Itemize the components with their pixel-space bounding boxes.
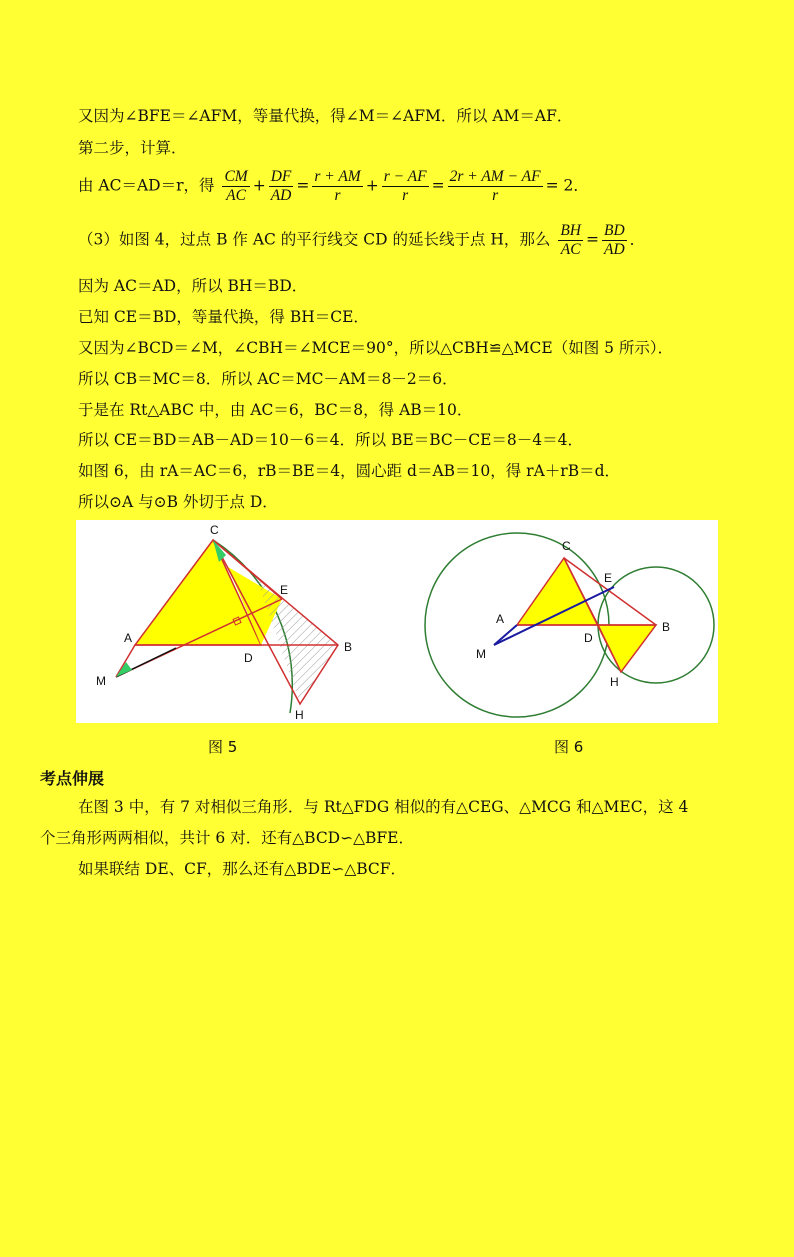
fig6-label-d: D <box>584 631 593 645</box>
fig6-label-e: E <box>604 571 613 585</box>
figure-panel <box>76 520 718 723</box>
line-2: 第二步，计算． <box>78 139 187 157</box>
figure-5-caption: 图 5 <box>208 738 238 756</box>
fig5-label-h: H <box>295 708 304 722</box>
line-4-prefix: （3）如图 4，过点 B 作 AC 的平行线交 CD 的延长线于点 H，那么 <box>78 230 551 249</box>
figure-5 <box>96 523 352 722</box>
fig6-label-c: C <box>562 539 571 553</box>
line-5: 因为 AC＝AD，所以 BH＝BD． <box>78 277 308 295</box>
figure-6 <box>425 533 714 717</box>
fraction-df-ad: $\frac{DF}{AD}$ <box>270 168 292 204</box>
fig5-label-c: C <box>210 523 219 537</box>
fraction-r-plus-am: $\frac{r + AM}{r}$ <box>314 168 361 204</box>
extension-paragraph-1b: 个三角形两两相似，共计 6 对．还有△BCD∽△BFE． <box>40 829 414 847</box>
line-4: （3）如图 4，过点 B 作 AC 的平行线交 CD 的延长线于点 H，那么 $\frac{BH}{AC}$ = $\frac{BD}{AD}$ ． <box>78 222 646 258</box>
fig5-label-e: E <box>280 583 289 597</box>
fraction-r-minus-af: $\frac{r - AF}{r}$ <box>383 168 427 204</box>
figure-6-caption: 图 6 <box>554 738 584 756</box>
extension-paragraph-1a: 在图 3 中，有 7 对相似三角形．与 Rt△FDG 相似的有△CEG、△MCG 和△MEC，这 4 <box>78 798 689 816</box>
section-title: 考点伸展 <box>40 769 105 788</box>
line-3-prefix: 由 AC＝AD＝r，得 <box>78 176 215 195</box>
extension-paragraph-2: 如果联结 DE、CF，那么还有△BDE∽△BCF． <box>78 860 407 878</box>
line-1: 又因为∠BFE＝∠AFM，等量代换，得∠M＝∠AFM．所以 AM＝AF． <box>78 107 573 125</box>
geometry-figures <box>76 520 718 723</box>
fig6-label-a: A <box>496 612 505 626</box>
fig5-hatched-region <box>256 576 338 704</box>
fig5-label-b: B <box>344 640 353 654</box>
line-3-end: = 2． <box>545 176 589 195</box>
line-7: 又因为∠BCD＝∠M，∠CBH＝∠MCE＝90°，所以△CBH≌△MCE（如图 5 所示）． <box>78 339 674 357</box>
line-3-equation: 由 AC＝AD＝r，得 $\frac{CM}{AC}$ + $\frac{DF}{AD}$ = $\frac{r + AM}{r}$ + $\frac{r - AF}{r}$ = $\frac{2r + AM - AF}{r}$ = 2． <box>78 168 589 204</box>
line-12: 所以⊙A 与⊙B 外切于点 D． <box>78 493 278 511</box>
fig5-label-m: M <box>96 674 106 688</box>
fig6-label-h: H <box>610 675 619 689</box>
line-8: 所以 CB＝MC＝8．所以 AC＝MC－AM＝8－2＝6． <box>78 370 458 388</box>
line-9: 于是在 Rt△ABC 中，由 AC＝6，BC＝8，得 AB＝10． <box>78 401 473 419</box>
fraction-bh-ac: $\frac{BH}{AC}$ <box>560 222 581 258</box>
line-6: 已知 CE＝BD，等量代换，得 BH＝CE． <box>78 308 369 326</box>
fig5-label-a: A <box>124 631 133 645</box>
line-10: 所以 CE＝BD＝AB－AD＝10－6＝4．所以 BE＝BC－CE＝8－4＝4． <box>78 431 583 449</box>
fig6-label-m: M <box>476 647 486 661</box>
fig6-label-b: B <box>662 620 671 634</box>
fig5-label-d: D <box>244 651 253 665</box>
fraction-sum: $\frac{2r + AM - AF}{r}$ <box>449 168 541 204</box>
line-11: 如图 6，由 rA＝AC＝6，rB＝BE＝4，圆心距 d＝AB＝10，得 rA＋rB＝d． <box>78 462 621 480</box>
fraction-bd-ad: $\frac{BD}{AD}$ <box>604 222 625 258</box>
fraction-cm-ac: $\frac{CM}{AC}$ <box>224 168 248 204</box>
